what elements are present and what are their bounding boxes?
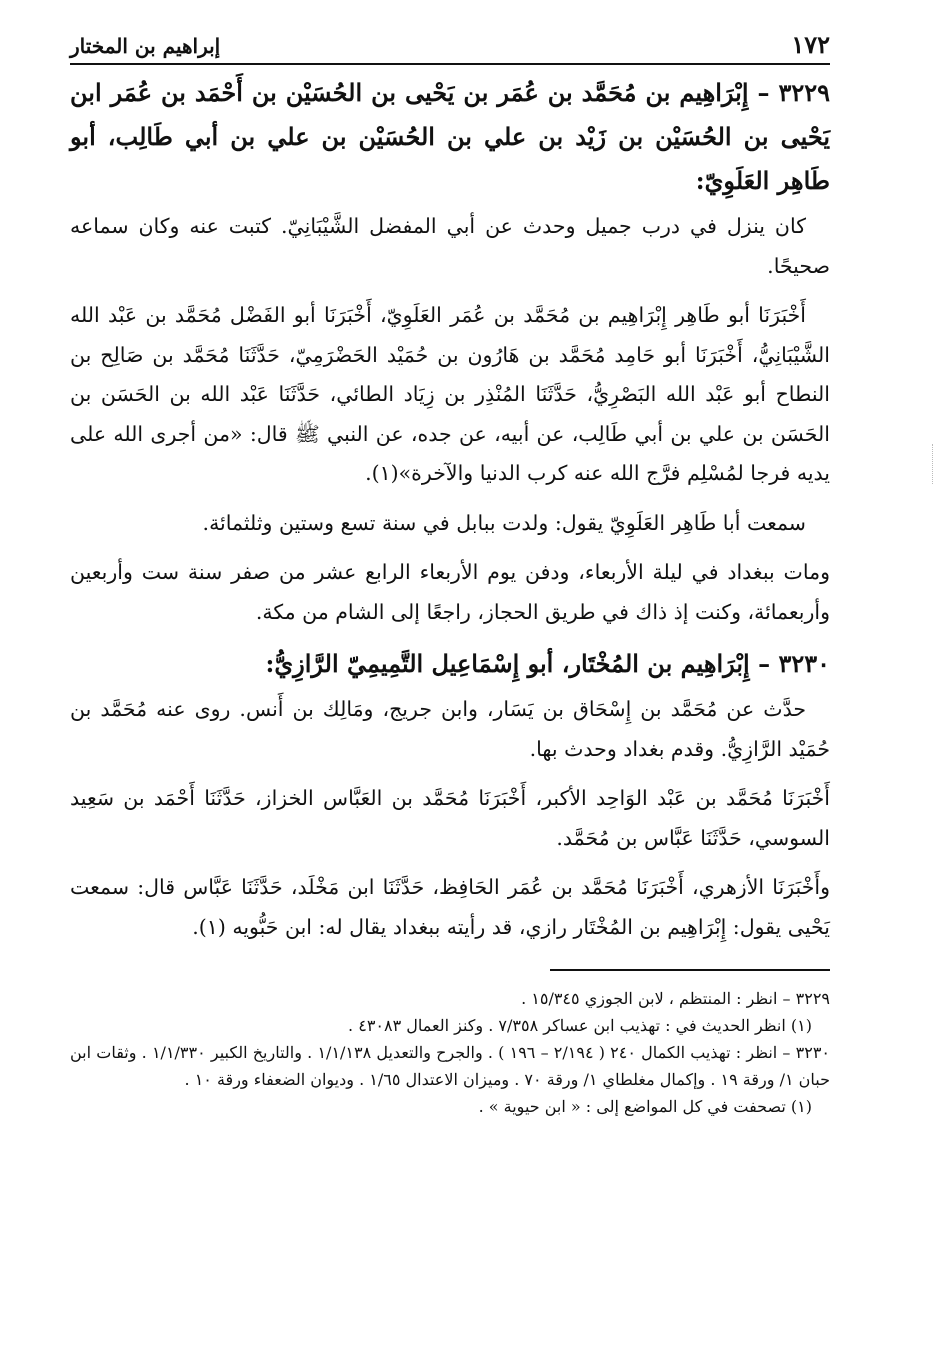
footnote: (١) انظر الحديث في : تهذيب ابن عساكر ٧/٣٥٨ . وكنز العمال ٤٣٠٨٣ . bbox=[348, 1016, 812, 1035]
entry-3229-paragraph: سمعت أبا طَاهِر العَلَوِيّ يقول: ولدت ببابل في سنة تسع وستين وثلثمائة. bbox=[202, 510, 806, 535]
margin-mark bbox=[926, 444, 933, 484]
entry-3229-paragraph: كان ينزل في درب جميل وحدث عن أبي المفضل الشَّيْبَانِيّ. كتبت عنه وكان سماعه صحيحًا. bbox=[70, 214, 830, 278]
page-header bbox=[70, 30, 830, 65]
entry-title-3230: ٣٢٣٠ – إِبْرَاهِيم بن المُخْتَار، أبو إِسْمَاعِيل التَّمِيمِيّ الرَّازِيُّ: bbox=[265, 649, 830, 678]
footnotes bbox=[70, 985, 830, 1120]
entry-3229-paragraph: ومات ببغداد في ليلة الأربعاء، ودفن يوم الأربعاء الرابع عشر من صفر سنة ست وأربعين وأربعمائة، وكنت إذ ذاك في طريق الحجاز، راجعًا إلى الشام من مكة. bbox=[70, 560, 830, 624]
footnote: (١) تصحفت في كل المواضع إلى : « ابن حيوية » . bbox=[478, 1097, 812, 1116]
footnote: ٣٢٣٠ – انظر : تهذيب الكمال ٢٤٠ ( ٢/١٩٤ – ١٩٦ ) . والجرح والتعديل ١/١/١٣٨ . والتاريخ الكبير ١/١/٣٣٠ . وثقات ابن حبان ١/ ورقة ١٩ . وإكمال مغلطاي ١/ ورقة ٧٠ . وميزان الاعتدال ١/٦٥ . وديوان الضعفاء ورقة ١٠ . bbox=[70, 1043, 830, 1089]
entry-title-3229: ٣٢٢٩ – إِبْرَاهِيم بن مُحَمَّد بن عُمَر بن يَحْيى بن الحُسَيْن بن أَحْمَد بن عُمَر ابن يَحْيى بن الحُسَيْن بن زَيْد بن علي بن الحُسَيْن بن علي بن أبي طَالِب، أبو طَاهِر العَلَوِيّ: bbox=[70, 78, 830, 195]
entry-3230-paragraph: حدَّث عن مُحَمَّد بن إِسْحَاق بن يَسَار، وابن جريج، ومَالِك بن أَنس. روى عنه مُحَمَّد بن حُمَيْد الرَّازِيُّ. وقدم بغداد وحدث بها. bbox=[70, 697, 830, 761]
entry-3229-paragraph: أَخْبَرَنَا أبو طَاهِر إِبْرَاهِيم بن مُحَمَّد بن عُمَر العَلَوِيّ، أَخْبَرَنَا أبو الفَضْل مُحَمَّد بن عَبْد الله الشَّيْبَانِيُّ، أَخْبَرَنَا أبو حَامِد مُحَمَّد بن هَارُون بن حُمَيْد الحَضْرَمِيّ، حَدَّثَنَا مُحَمَّد بن صَالِح بن النطاح أبو عَبْد الله البَصْرِيُّ، حَدَّثَنَا المُنْذِر بن زِيَاد الطائي، حَدَّثَنَا عَبْد الله بن الحَسَن بن الحَسَن بن علي بن أبي طَالِب، عن أبيه، عن جده، عن النبي ﷺ قال: «من أجرى الله على يديه فرجا لمُسْلِم فرَّج الله عنه كرب الدنيا والآخرة»(١). bbox=[70, 303, 830, 485]
entry-3230-paragraph: وأَخْبَرَنَا الأزهري، أَخْبَرَنَا مُحَمَّد بن عُمَر الحَافِظ، حَدَّثَنَا ابن مَخْلَد، حَدَّثَنَا عَبَّاس قال: سمعت يَحْيى يقول: إِبْرَاهِيم بن المُخْتَار رازي، قد رأيته ببغداد يقال له: ابن حَبُّويه (١). bbox=[70, 875, 830, 939]
page-number: ١٧٢ bbox=[791, 30, 830, 59]
footnote: ٣٢٢٩ – انظر : المنتظم ، لابن الجوزي ١٥/٣٤٥ . bbox=[521, 989, 830, 1008]
footnote-divider bbox=[550, 969, 830, 971]
running-title: إبراهيم بن المختار bbox=[70, 34, 221, 58]
entry-3230-paragraph: أَخْبَرَنَا مُحَمَّد بن عَبْد الوَاحِد الأكبر، أَخْبَرَنَا مُحَمَّد بن العَبَّاس الخزاز، حَدَّثَنَا أَحْمَد بن سَعِيد السوسي، حَدَّثَنَا عَبَّاس بن مُحَمَّد. bbox=[70, 786, 830, 850]
book-page bbox=[70, 30, 830, 1120]
